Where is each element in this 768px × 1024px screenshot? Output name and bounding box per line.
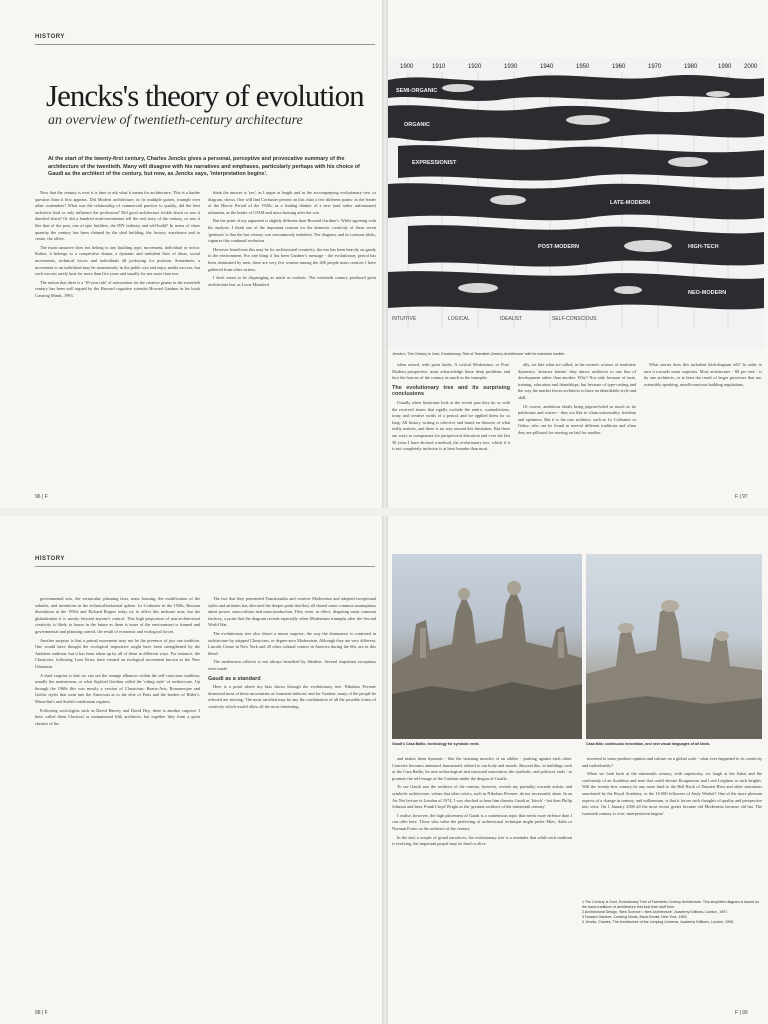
- paragraph: The notion that there is a '10-year rule' of reinvention for the creative genius in the twentieth century has been well argued by the Harvard cognitive scientist Howard Gardner in his book Creating Minds, 1993.: [35, 279, 200, 298]
- paragraph: I realise, however, the high placement of Gaudi is a contentious topic that needs more defence than I can offer here. Those who value the perfecting of architectural technique might prefer Mies, Aalto or Norman Foster as the architect of the century.: [392, 812, 572, 831]
- year-label: 1940: [540, 64, 554, 70]
- year-label: 1950: [576, 64, 590, 70]
- paragraph: think the answer is 'yes', as I argue at length and as the accompanying evolutionary tree, or diagram, shows. One will find Corbusier present on this chart a few different points: as the leader of the Heroic Period of the 1920s, as a leading thinker of a new (and rather unfortunate) urbanism, as the leader of CIAM and mass housing after the war.: [208, 190, 376, 215]
- paragraph: ally, act like what are called, in the esoteric science of nonlinear dynamics, 'attractor basins': they attract architects to one line of development rather than another. Why? Not only because of taste, training, education and friendships, but because of type-casting and the way the market forces architects to have an identifiable style and skill.: [518, 362, 636, 400]
- folio-top-right: F | 97: [735, 494, 748, 500]
- paragraph: The fact that they permeated Functionalist and creative Modernism and adopted exceptional styles and attitudes has obscured the deeper point that they all shared some common assumptions about power, mass-culture and mass-production. They were, in effect, disputing some common territory, a point that the diagram reveals especially when Modernism triumphs after the Second World War.: [208, 596, 376, 628]
- family-label: EXPRESSIONIST: [412, 160, 457, 166]
- family-label: SEMI-ORGANIC: [396, 88, 438, 94]
- tradition-label: LOGICAL: [448, 316, 470, 322]
- paragraph: However beneficent this may be for architectural creativity, the rise has been heavily on gaudy to the environment. For one thing it has been Gardner's message - the evolutionary period has been dominated by men, there are very few women among the 400 people mass creators I have gathered from other writers.: [208, 246, 376, 272]
- family-label: LATE-MODERN: [610, 200, 651, 206]
- paragraph: Now that the century is over it is time to ask what it meant for architecture. This is a harder question than it first appears. Did Modern architecture, in its multiple guises, triumph over other contenders? What was the relationship of commercial practice to quality, did the best architects lead or only influence the profession? Did good architecture trickle down or was it dumbed down? Or did a hundred mini-movements tell the real story of the century, or was it like that of the past, one of epic builders, the DIY industry and self-build? In terms of sheer quantity the century has been claimed by the shed building, the factory, warehouse and to create, the office.: [35, 190, 200, 242]
- year-label: 1930: [504, 64, 518, 70]
- year-label: 1980: [684, 64, 698, 70]
- family-label: NEO-MODERN: [688, 290, 727, 296]
- paragraph: when mixed, with great faults. A critical Modernism, or Post-Modern perspective, must acknowledge these deep problems and face the horrors of the century as much as the triumphs.: [392, 362, 510, 381]
- paragraph: Here is a point where my bias shows through the evolutionary tree. Nikolaus Pevsner dismissed most of these movements as 'transient fashions' and for Gardner, many of the people he selected are missing. The most satisfied may be any the combination of all the possible forms of creativity which would allow all the most interesting.: [208, 684, 376, 709]
- header-rule-top: [35, 44, 375, 45]
- tradition-label: SELF-CONSCIOUS: [552, 316, 597, 322]
- footnote: 3 Howard Gardner, Creating Minds, Basic Books, New York, 1993.: [582, 915, 688, 919]
- tradition-label: IDEALIST: [500, 316, 523, 322]
- paragraph: The main narrative does not belong to any building type, movement, individual or sector. Rather, it belongs to a competitive drama, a dynamic and turbulent flow of ideas, social movements, technical forces and individuals all jockeying for position. Sometimes, a movement or an individual may be momentarily in the public eye and enjoy media success, but such success rarely lasts for more than five years and usually for not more than two.: [35, 244, 200, 277]
- year-label: 1960: [612, 64, 626, 70]
- folio-top-left: 96 | F: [35, 494, 48, 500]
- evolutionary-tree-diagram: [388, 58, 764, 348]
- year-label: 1900: [400, 64, 414, 70]
- photo-illustration: [392, 554, 582, 739]
- bottom-right-column-1: [392, 756, 572, 1008]
- paragraph: invented to mass-produce opinion and culture on a global scale - what ever happened to its creativity and individuality?: [582, 756, 762, 768]
- section-label-top: HISTORY: [35, 34, 65, 40]
- paragraph: To see Gaudi was the architect of the century, however, reveals my partiality towards artistic and symbolic architecture, values that other critics, such as Nikolaus Pevsner, do not necessarily share. In an Art Net lecture in London of 1974, I was shocked to hear him dismiss Gaudi as 'kitsch' - but then Philip Johnson and later, Frank Lloyd Wright as the 'greatest architect of the nineteenth century'.: [392, 784, 572, 810]
- bottom-mid-column: [208, 596, 376, 1008]
- folio-bottom-right: F | 99: [735, 1010, 748, 1016]
- top-right-column-1: [392, 362, 510, 494]
- diagram-caption: Jencks's 'The Century is Over, Evolutionary Tree of Twentieth-Century Architecture' with its extensive lowline.: [392, 352, 566, 356]
- top-mid-column: [208, 190, 376, 490]
- section-heading: Gaudi as a standard: [208, 675, 261, 682]
- header-rule-bottom: [35, 566, 375, 567]
- paragraph: The modernism rollover is not always benefited by Idealists. Several important exceptions were made.: [208, 659, 376, 671]
- top-spread: [0, 0, 768, 508]
- footnote: 2 Architectural Design, 'New Science = New Architecture', Academy Editions, London, 1997.: [582, 910, 729, 914]
- photo-caption-left: Gaudi's Casa Batllo, technology for symbolic ends.: [392, 742, 480, 746]
- year-label: 1990: [718, 64, 732, 70]
- year-label: 2000: [744, 64, 758, 70]
- family-label: POST-MODERN: [538, 244, 579, 250]
- year-label: 1910: [432, 64, 446, 70]
- paragraph: Following sociologists such as David Harvey and David Hey, there is another surprise: I have called them Classical or monumental fifth architects, but together they form a great clusters of the: [35, 707, 200, 726]
- bottom-right-column-2: [582, 756, 762, 896]
- footnote: 4 Jencks, Charles. The Architecture of the Jumping Universe, Academy Editions, London, 1995.: [582, 920, 734, 924]
- article-standfirst: At the start of the twenty-first century, Charles Jencks gives a personal, perceptive and provocative summary of the architecture of the twentieth. Many will disagree with his narratives and emphases, particularly perhaps with his choice of Gaudi as the architect of the century, but now, as Jencks says, 'interpretation begins'.: [48, 156, 360, 177]
- paragraph: In the end, a sceptic of grand narratives, the evolutionary tree is a reminder that while each tradition is evolving, the important people may be dead or alive.: [392, 834, 572, 847]
- paragraph: The evolutionary tree also shows a minor surprise: the way the dominance is contested in architecture by stripped Classicism, or degree-zero Modernism. Although they are very different, Lincoln Centre in New York and 20 other cultural centres in America during the 60s, are in this blend.: [208, 630, 376, 656]
- section-heading: The evolutionary tree and its surprising conclusions: [392, 384, 510, 398]
- bottom-spread: [0, 516, 768, 1024]
- year-label: 1970: [648, 64, 662, 70]
- photo-casa-batllo: [392, 554, 582, 739]
- paragraph: A third surprise is that we can see the strange alliances within the self-conscious tradition, usually the mainstream, or what Sigfried Giedion called the 'ruling style' of architecture. Up through the 1960s this was mostly a version of Classicism: Beaux-Arts, Romanesque and Gothic styles that went into the American as to the elite of Paris and the leaders of Hitler's, Mussolini's and Stalin's totalitarian regimes.: [35, 672, 200, 704]
- paragraph: and makes them dynamic - like the straining muscles of an athlete - pushing against each other. Concrete becomes animated, humanised, related to our body and moods. Beyond this, in buildings such as the Casa Batllo, he uses technological and structural innovation, the symbolic, and political, ends - to promote the self-image of the Catalans under the dragon of Castile.: [392, 756, 572, 781]
- top-right-column-2: [518, 362, 636, 494]
- top-right-column-3: [644, 362, 762, 494]
- paragraph: But the point of my argument is slightly different than Howard Gardner's. While agreeing with his analysis, I think one of the important reasons for the domestic creativity of these seven 'geniuses' is that the last century was uncommonly turbulent. The diagram, and its tortuous blobs, captures this continual evolution.: [208, 218, 376, 244]
- paragraph: Another surprise is that a primal movement may not be the presence of just one tradition. One would have thought the ecological imperative might have been strengthened by the Ambient tradition, but it has been taken up by all of them in different ways. For instance, the Classicists, following Leon Krier, have created an ecological movement known as the New Urbanism.: [35, 637, 200, 669]
- photo-illustration: [586, 554, 762, 739]
- bottom-gutter: [382, 516, 388, 1024]
- tradition-label: INTUITIVE: [392, 316, 417, 322]
- photo-casa-mila: [586, 554, 762, 739]
- paragraph: Usually when historians look at the recent past they do so with the received issues that rigidly exclude the entire, contradictions, irony and creative swirls of a period, and we applied them for so long. All history writing is selective and based on theories of what really matters, and there is no way around this limitation. But there are ways to compensate for perspectival distortion and over the last 30 years I have devised a method, the evolutionary tree, which if it is not completely inclusive is at least broader than most.: [392, 399, 510, 452]
- footnote: 1 The Century is Over, Evolutionary Tree of Twentieth-Century Architecture. This simplified diagram is based on the basic traditions of architecture that look their stuff from.: [582, 900, 759, 909]
- article-subtitle: an overview of twentieth-century architecture: [48, 113, 303, 128]
- paragraph: What stories does this turbulent blob-diagram tell? In order to turn it towards some surprises. Most architecture - 80 per cent - is by one architects, or at least the result of larger processes that are, ostensibly speaking, unselfconscious building regulations,: [644, 362, 762, 387]
- family-label: ORGANIC: [404, 122, 430, 128]
- section-label-bottom: HISTORY: [35, 556, 65, 562]
- footnotes: [582, 900, 762, 1008]
- top-left-column: [35, 190, 200, 490]
- paragraph: Of course, ambitious ideals being pigeon-holed as much as do politicians and writers - they too like to claim universality, freedom and openness. But it is the rare architect, such as Le Corbusier or Gehry, who can be found in several different traditions and often they are pilloried for moving on laid for another.: [518, 403, 636, 435]
- paragraph: I don't mean to be disparaging as much as realistic. The twentieth century produced great architecture but, as Louis Mumford: [208, 275, 376, 287]
- family-label: HIGH-TECH: [688, 244, 719, 250]
- paragraph: governmental acts, the vernacular, planning laws, mass housing, the modification of the suburbs, and inventions in the technical/industrial sphere. Le Corbusier in the 1920s, Russian dissolution in the 1930s and Richard Rogers today try to affect this inchoate area, but the globalization it is mostly beyond anyone's control. This high proportion of non-architectural creativity is likely to house in the future as there is more of the environment is framed and governmental and planning control, the result of economic and ecological forces.: [35, 596, 200, 634]
- folio-bottom-left: 98 | F: [35, 1010, 48, 1016]
- article-title: Jencks's theory of evolution: [46, 78, 364, 113]
- paragraph: When we look back at the nineteenth century, with superiority, we laugh at the Salon and the conformity of an Academy and note that could elevate Bouguereau and Lord Leighton to such heights. Will the twenty-first century be any more kind to the Bell Rock of Damien Hirst and other sensations sanctioned by the Royal Academy, or the 10 000 followers of Andy Warhol? One of the more pleasant aspects of a change in century, and millennium, is that it forces such thoughts of quality and perspective into view. On 1 January 2000 all the most recent greats became old Modernists because old hat. The twentieth century is over; interpretation begins!: [582, 771, 762, 816]
- year-label: 1920: [468, 64, 482, 70]
- bottom-left-column: [35, 596, 200, 1008]
- photo-caption-right: Casa Mila: continuous innovation, and new visual languages of all kinds.: [586, 742, 711, 746]
